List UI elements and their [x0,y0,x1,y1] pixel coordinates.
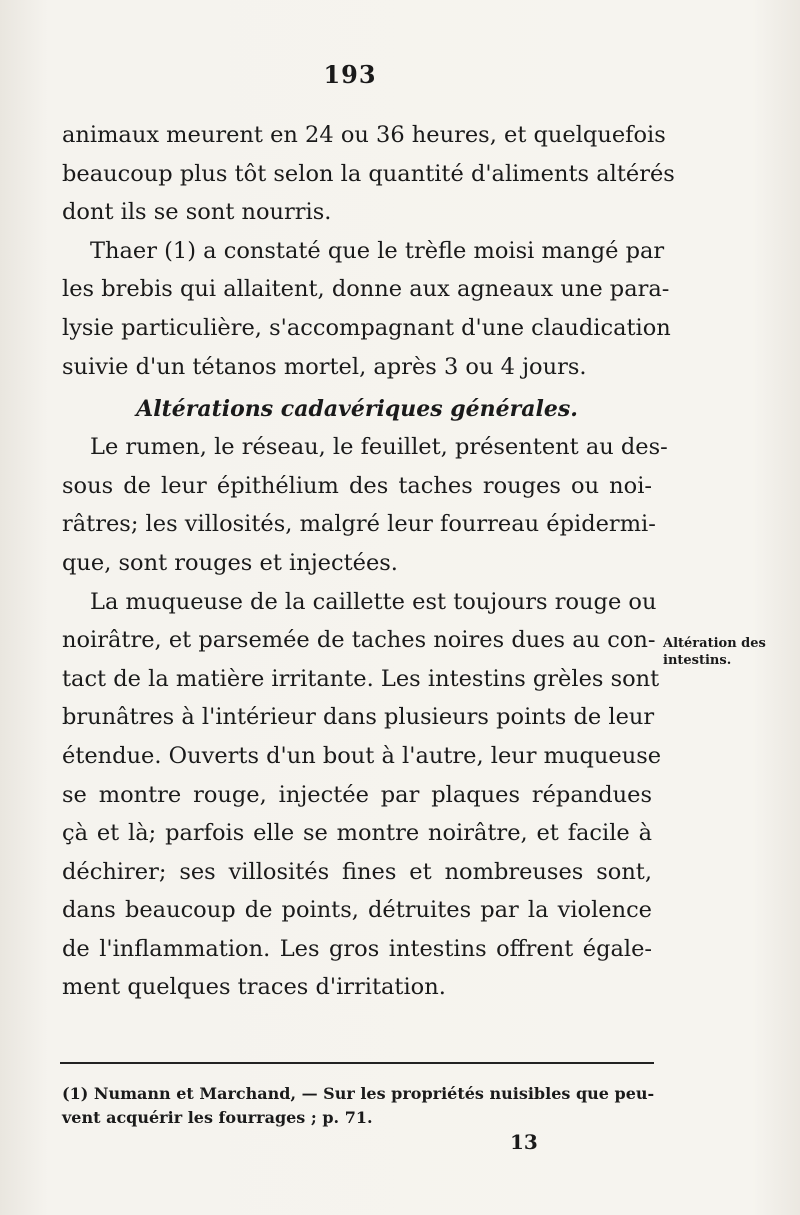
text-line: Le rumen, le réseau, le feuillet, présentent au des- [90,434,668,461]
text-line: suivie d'un tétanos mortel, après 3 ou 4 jours. [62,353,587,380]
text-line: lysie particulière, s'accompagnant d'une claudication [62,314,671,341]
paragraph-3 [62,428,668,582]
text-line: de l'inflammation. Les gros intestins offrent égale- [62,935,652,962]
text-line: noirâtre, et parsemée de taches noires dues au con- [62,627,656,654]
text-line: déchirer; ses villosités fines et nombreuses sont, [62,858,652,885]
section-title: Altérations cadavériques générales. [136,396,578,423]
text-line: que, sont rouges et injectées. [62,549,398,576]
text-line: La muqueuse de la caillette est toujours rouge ou [90,588,657,615]
paragraph-4 [62,583,662,1008]
text-line: étendue. Ouverts d'un bout à l'autre, leur muqueuse [62,742,662,769]
footnote [62,1082,655,1130]
main-text [62,116,675,1007]
footnote-line: (1) Numann et Marchand, — Sur les propriétés nuisibles que peu- [62,1084,655,1103]
paragraph-2 [62,232,671,386]
text-line: les brebis qui allaitent, donne aux agneaux une para- [62,276,670,303]
text-line: dans beaucoup de points, détruites par la violence [62,897,652,924]
signature-mark: 13 [510,1130,538,1154]
text-line: râtres; les villosités, malgré leur fourreau épidermi- [62,511,656,538]
margin-note-line: intestins. [663,653,732,668]
footnote-divider [60,1062,654,1064]
text-line: dont ils se sont nourris. [62,199,332,226]
text-line: beaucoup plus tôt selon la quantité d'aliments altérés [62,160,675,187]
text-line: ment quelques traces d'irritation. [62,974,446,1001]
margin-note [663,635,783,669]
footnote-line: vent acquérir les fourrages ; p. 71. [62,1108,373,1127]
text-line: sous de leur épithélium des taches rouges ou noi- [62,472,652,499]
text-line: se montre rouge, injectée par plaques répandues [62,781,652,808]
page-number: 193 [323,60,377,89]
paragraph-1 [62,116,675,232]
text-line: çà et là; parfois elle se montre noirâtre, et facile à [62,820,652,847]
margin-note-line: Altération des [663,636,766,651]
text-line: Thaer (1) a constaté que le trèfle moisi mangé par [90,237,665,264]
text-line: tact de la matière irritante. Les intestins grèles sont [62,665,660,692]
text-line: animaux meurent en 24 ou 36 heures, et quelquefois [62,122,666,148]
text-line: brunâtres à l'intérieur dans plusieurs points de leur [62,704,655,731]
